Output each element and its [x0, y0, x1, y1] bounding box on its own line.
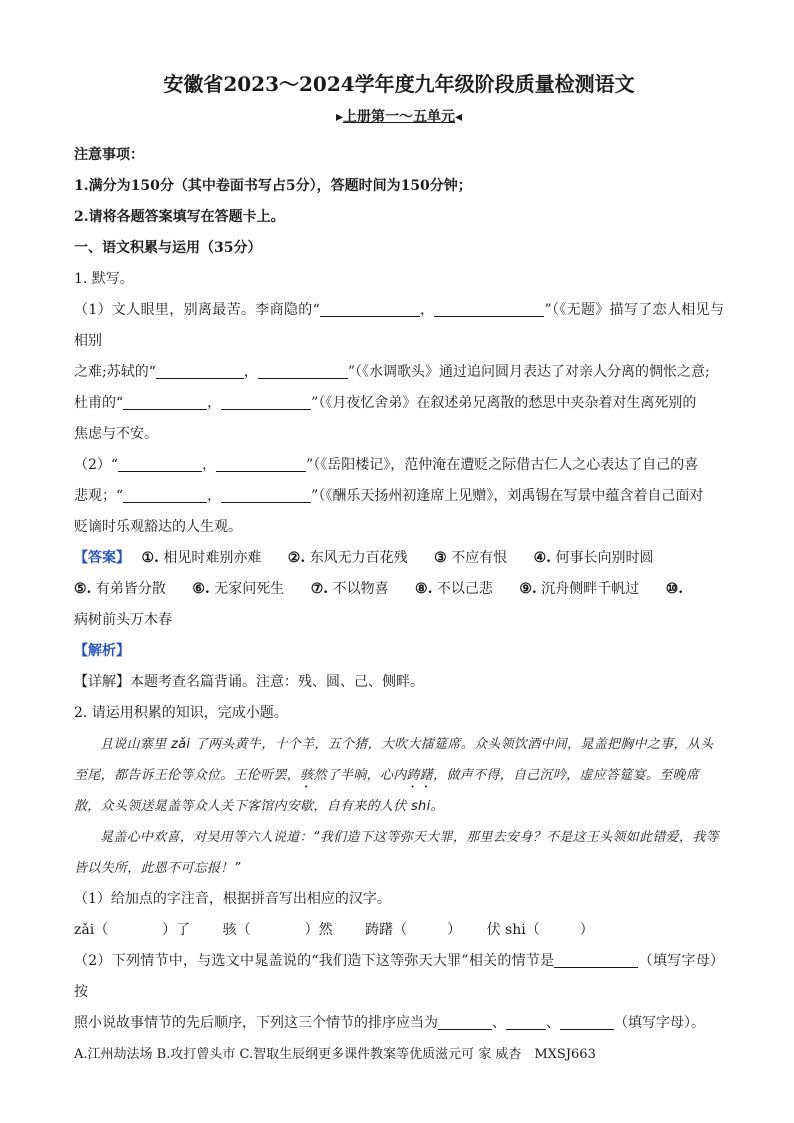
right-triangle-icon: ◂ — [455, 109, 463, 125]
subtitle-text: 上册第一～五单元 — [343, 109, 455, 125]
passage-paragraph-1: 且说山寨里 zǎi 了两头黄牛，十个羊，五个猪，大吹大擂筵席。众头领饮酒中间，晁盖把胸中之事，从头至尾，都告诉王伦等众位。王伦听罢，骇然了半晌，心内踌躇，做声不得，自己沉吟，虚应答筵宴。至晚席散，众头领送晁盖等众人关下客馆内安歇，自有来的人伏 shi。 — [74, 737, 714, 814]
answer-item-text: 病树前头万木春 — [74, 612, 172, 628]
answer-blank[interactable] — [258, 362, 348, 379]
question-1-part-2: （2）“ ， ”（《岳阳楼记》，范仲淹在遭贬之际借古仁人之心表达了自己的喜 悲观；“ ， ”（《酬乐天扬州初逢席上见赠》，刘禹锡在写景中蕴含着自己面对 贬谪时乐观豁达的人生观。 — [74, 457, 704, 535]
answer-blank[interactable] — [108, 921, 162, 937]
answer-item: ⑤. 有弟皆分散 — [74, 581, 166, 597]
answer-tag: 【答案】 — [74, 550, 123, 566]
answer-item: ②. 东风无力百花残 — [287, 550, 408, 566]
answer-blank[interactable] — [156, 362, 244, 379]
answer-blank[interactable] — [251, 921, 305, 937]
answer-blank[interactable] — [123, 393, 207, 410]
section-heading: 一、语文积累与运用（35分） — [74, 240, 262, 256]
analysis-tag: 【解析】 — [74, 643, 130, 659]
question-2-options: A.江州劫法场 B.攻打曾头市 C.智取生辰纲更多课件教案等优质滋元可 家 威杏 MXSJ663 — [74, 1047, 596, 1062]
answer-item: ⑨. 沉舟侧畔千帆过 — [519, 581, 640, 597]
answer-item: ⑧. 不以己悲 — [415, 581, 493, 597]
answer-block — [74, 543, 724, 636]
answer-blank[interactable] — [118, 455, 202, 472]
answer-blank[interactable] — [407, 921, 447, 937]
page-title: 安徽省2023～2024学年度九年级阶段质量检测语文 — [163, 72, 635, 96]
analysis-detail: 【详解】本题考查名篇背诵。注意：残、圆、己、侧畔。 — [74, 674, 424, 690]
question-1-part-1: （1）文人眼里，别离最苦。李商隐的“ ， ”（《无题》描写了恋人相见与相别 之难;苏轼的“ ， ”（《水调歌头》通过追问圆月表达了对亲人分离的惆怅之意; 杜甫的“ ， ”（《月夜忆舍弟》在叙述弟兄离散的愁思中夹杂着对生离死别的 焦虑与不安。 — [74, 302, 724, 442]
question-2-sub-2: （2）下列情节中，与选文中晁盖说的“我们造下这等弥天大罪”相关的情节是 （填写字母）按 照小说故事情节的先后顺序，下列这三个情节的排序应当为 、 、 （填写字母）。 — [74, 953, 724, 1031]
answer-item: ⑩. — [665, 581, 684, 597]
answer-blank[interactable] — [434, 300, 544, 317]
answer-blank[interactable] — [540, 921, 580, 937]
question-2-sub-1: （1）给加点的字注音，根据拼音写出相应的汉字。 — [74, 891, 391, 907]
answer-blank[interactable] — [221, 486, 311, 503]
notice-item-2: 2.请将各题答案填写在答题卡上。 — [74, 209, 285, 225]
answer-blank[interactable] — [554, 951, 638, 968]
question-2-label: 2. 请运用积累的知识，完成小题。 — [74, 705, 288, 721]
answer-blank[interactable] — [560, 1013, 614, 1030]
answer-blank[interactable] — [216, 455, 306, 472]
answer-blank[interactable] — [320, 300, 420, 317]
question-2-fill-row: zǎi（ ）了 骇（ ）然 踌躇（ ） 伏 shi（ ） — [74, 922, 594, 938]
answer-item: ④. 何事长向别时圆 — [533, 550, 654, 566]
page-subtitle — [74, 106, 724, 126]
passage-paragraph-2: 晁盖心中欢喜，对吴用等六人说道：“我们造下这等弥天大罪，那里去安身？不是这王头领如此错爱，我等皆以失所，此恩不可忘报！” — [74, 830, 719, 876]
left-triangle-icon: ▸ — [335, 109, 343, 125]
answer-item: ⑥. 无家问死生 — [192, 581, 285, 597]
question-1-label: 1. 默写。 — [74, 271, 134, 287]
answer-blank[interactable] — [506, 1013, 546, 1030]
answer-item: ⑦. 不以物喜 — [310, 581, 389, 597]
answer-blank[interactable] — [123, 486, 207, 503]
answer-blank[interactable] — [438, 1013, 492, 1030]
answer-item: ③ 不应有恨 — [434, 550, 508, 566]
document-page — [74, 70, 724, 1070]
notice-item-1: 1.满分为150分（其中卷面书写占5分），答题时间为150分钟； — [74, 178, 472, 194]
answer-item: ①. 相见时难别亦难 — [141, 550, 262, 566]
notice-heading: 注意事项： — [74, 147, 144, 163]
answer-blank[interactable] — [221, 393, 311, 410]
